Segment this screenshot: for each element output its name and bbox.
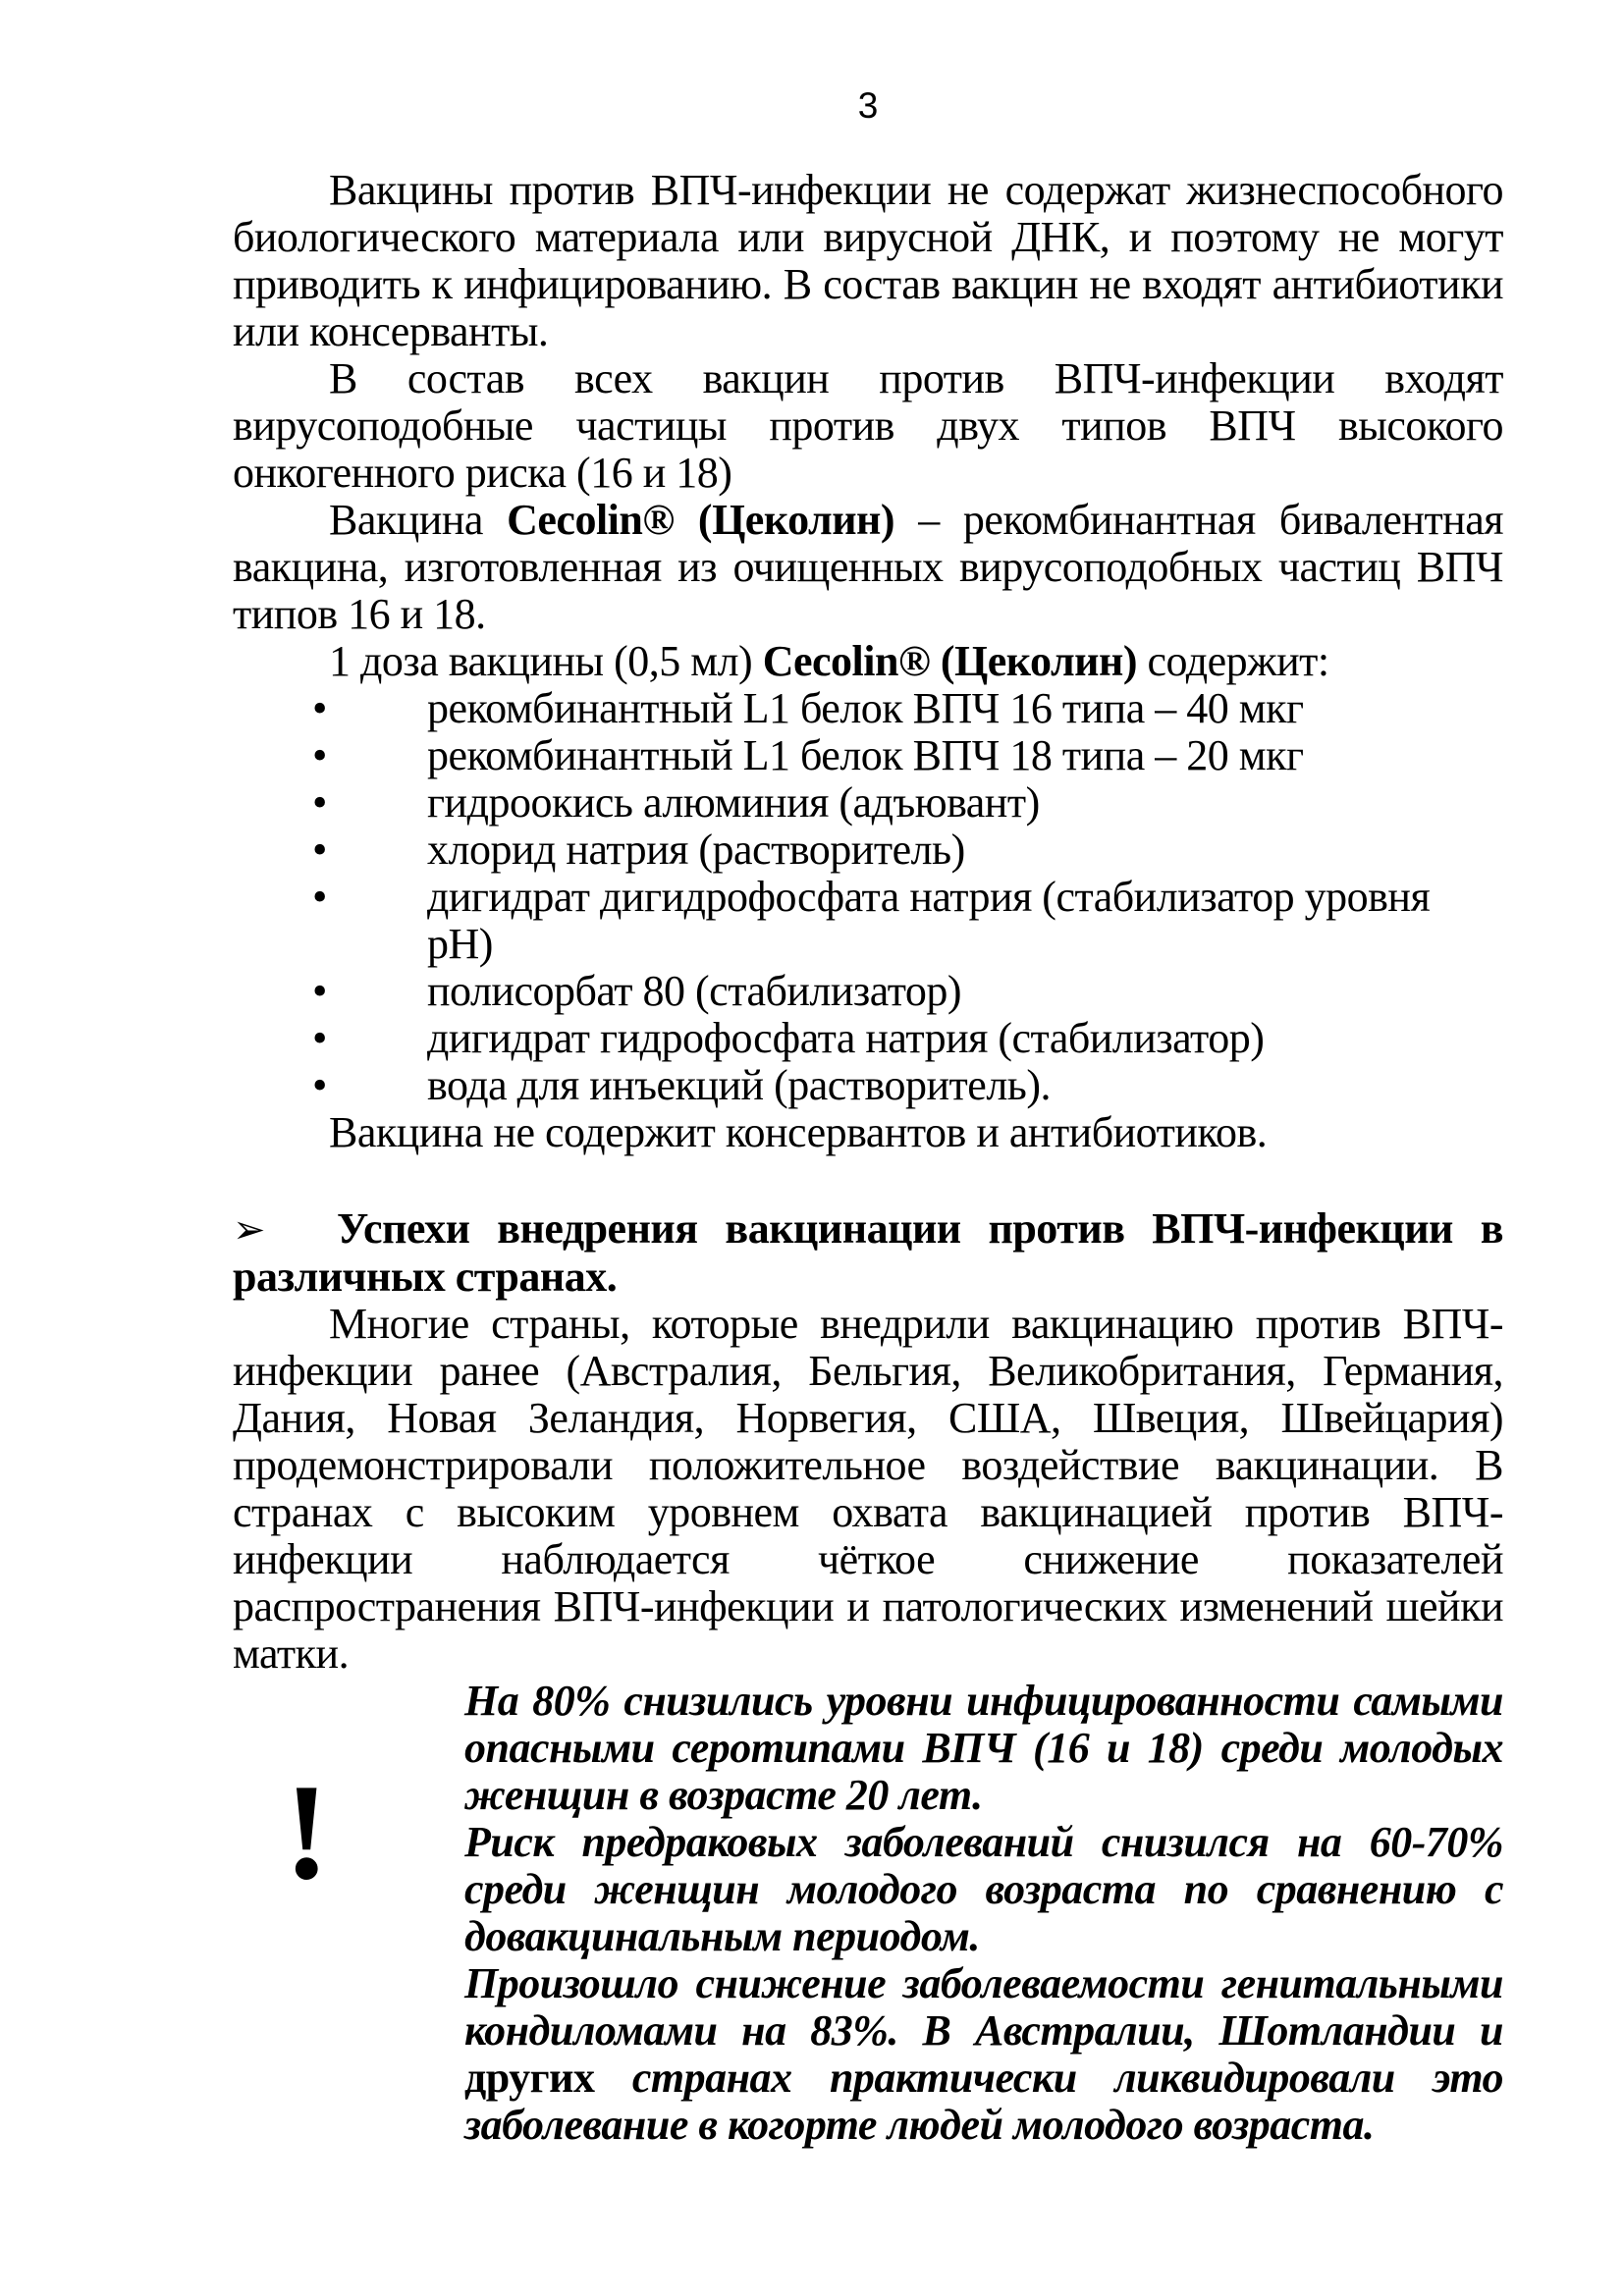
text-run: Произошло снижение заболеваемости генитальными кондиломами на 83%. В Австралии, Шотландии и bbox=[464, 1959, 1503, 2055]
paragraph-no-preservatives: Вакцина не содержит консервантов и антибиотиков. bbox=[329, 1108, 1268, 1156]
list-item-text: дигидрат дигидрофосфата натрия (стабилизатор уровня pH) bbox=[427, 873, 1431, 968]
list-item-text: хлорид натрия (растворитель) bbox=[427, 826, 965, 874]
ingredients-list bbox=[233, 685, 1503, 1109]
paragraph-dose-contains bbox=[233, 638, 1503, 685]
list-item-text: рекомбинантный L1 белок ВПЧ 18 типа – 20 мкг bbox=[427, 731, 1304, 779]
list-item bbox=[233, 685, 1503, 732]
exclamation-mark: ! bbox=[284, 1756, 330, 1908]
emphasis-section bbox=[233, 1678, 1503, 2149]
emphasis-paragraph-infection-drop: На 80% снизились уровни инфицированности самыми опасными серотипами ВПЧ (16 и 18) среди молодых женщин в возрасте 20 лет. bbox=[464, 1677, 1503, 1819]
text-run: содержит: bbox=[1136, 637, 1329, 685]
page-number: 3 bbox=[857, 85, 879, 126]
list-item-text: вода для инъекций (растворитель). bbox=[427, 1061, 1051, 1109]
text-run: 1 доза вакцины (0,5 мл) bbox=[329, 637, 763, 685]
section-heading-text: Успехи внедрения вакцинации против ВПЧ-инфекции в различных странах. bbox=[233, 1204, 1503, 1301]
paragraph-countries-experience: Многие страны, которые внедрили вакцинацию против ВПЧ-инфекции ранее (Австралия, Бельгия, Великобритания, Германия, Дания, Новая Зеландия, Норвегия, США, Швеция, Швейцария) продемонстрировали положительное воздействие вакцинации. В странах с высоким уровнем охвата вакцинацией против ВПЧ-инфекции наблюдается чёткое снижение показателей распространения ВПЧ-инфекции и патологических изменений шейки матки. bbox=[233, 1300, 1503, 1678]
bullet-icon: • bbox=[312, 967, 327, 1015]
arrow-bullet-icon: ➢ bbox=[233, 1207, 266, 1253]
paragraph-vaccine-composition: Вакцины против ВПЧ-инфекции не содержат жизнеспособного биологического материала или вирусной ДНК, и поэтому не могут приводить к инфицированию. В состав вакцин не входят антибиотики или консерванты. bbox=[233, 166, 1503, 355]
text-run-bold: Cecolin® (Цеколин) bbox=[507, 496, 895, 544]
list-item bbox=[233, 968, 1503, 1015]
text-run: странах практически ликвидировали это заболевание в когорте людей молодого возраста. bbox=[464, 2054, 1503, 2149]
bullet-icon: • bbox=[312, 778, 327, 827]
emphasis-paragraph-warts-drop bbox=[464, 1960, 1503, 2149]
section-heading bbox=[233, 1205, 1503, 1301]
text-run: Вакцина bbox=[329, 496, 508, 544]
text-run-bold: Cecolin® (Цеколин) bbox=[762, 637, 1137, 685]
list-item-text: гидроокись алюминия (адъювант) bbox=[427, 778, 1040, 827]
paragraph-vlp-types: В состав всех вакцин против ВПЧ-инфекции входят вирусоподобные частицы против двух типов ВПЧ высокого онкогенного риска (16 и 18) bbox=[233, 354, 1503, 497]
emphasis-paragraph-precancer-risk: Риск предраковых заболеваний снизился на 60-70% среди женщин молодого возраста по сравнению с довакцинальным периодом. bbox=[464, 1818, 1503, 1960]
list-item bbox=[233, 874, 1503, 968]
emphasis-block bbox=[464, 1678, 1503, 2149]
bullet-icon: • bbox=[312, 1014, 327, 1062]
paragraph-cecolin-description bbox=[233, 497, 1503, 638]
list-item bbox=[233, 732, 1503, 779]
list-item bbox=[233, 827, 1503, 874]
bullet-icon: • bbox=[312, 873, 327, 921]
bullet-icon: • bbox=[312, 826, 327, 874]
list-item bbox=[233, 1062, 1503, 1109]
bullet-icon: • bbox=[312, 1061, 327, 1109]
list-item-text: полисорбат 80 (стабилизатор) bbox=[427, 967, 961, 1015]
list-item bbox=[233, 779, 1503, 827]
list-item-text: рекомбинантный L1 белок ВПЧ 16 типа – 40 мкг bbox=[427, 684, 1304, 732]
bullet-icon: • bbox=[312, 731, 327, 779]
text-run-upright: других bbox=[464, 2054, 595, 2102]
list-item bbox=[233, 1015, 1503, 1062]
list-item-text: дигидрат гидрофосфата натрия (стабилизатор) bbox=[427, 1014, 1265, 1062]
bullet-icon: • bbox=[312, 684, 327, 732]
text-run: – рекомбинантная бивалентная вакцина, изготовленная из очищенных вирусоподобных частиц ВПЧ типов 16 и 18. bbox=[233, 496, 1503, 638]
document-body bbox=[233, 167, 1503, 2149]
